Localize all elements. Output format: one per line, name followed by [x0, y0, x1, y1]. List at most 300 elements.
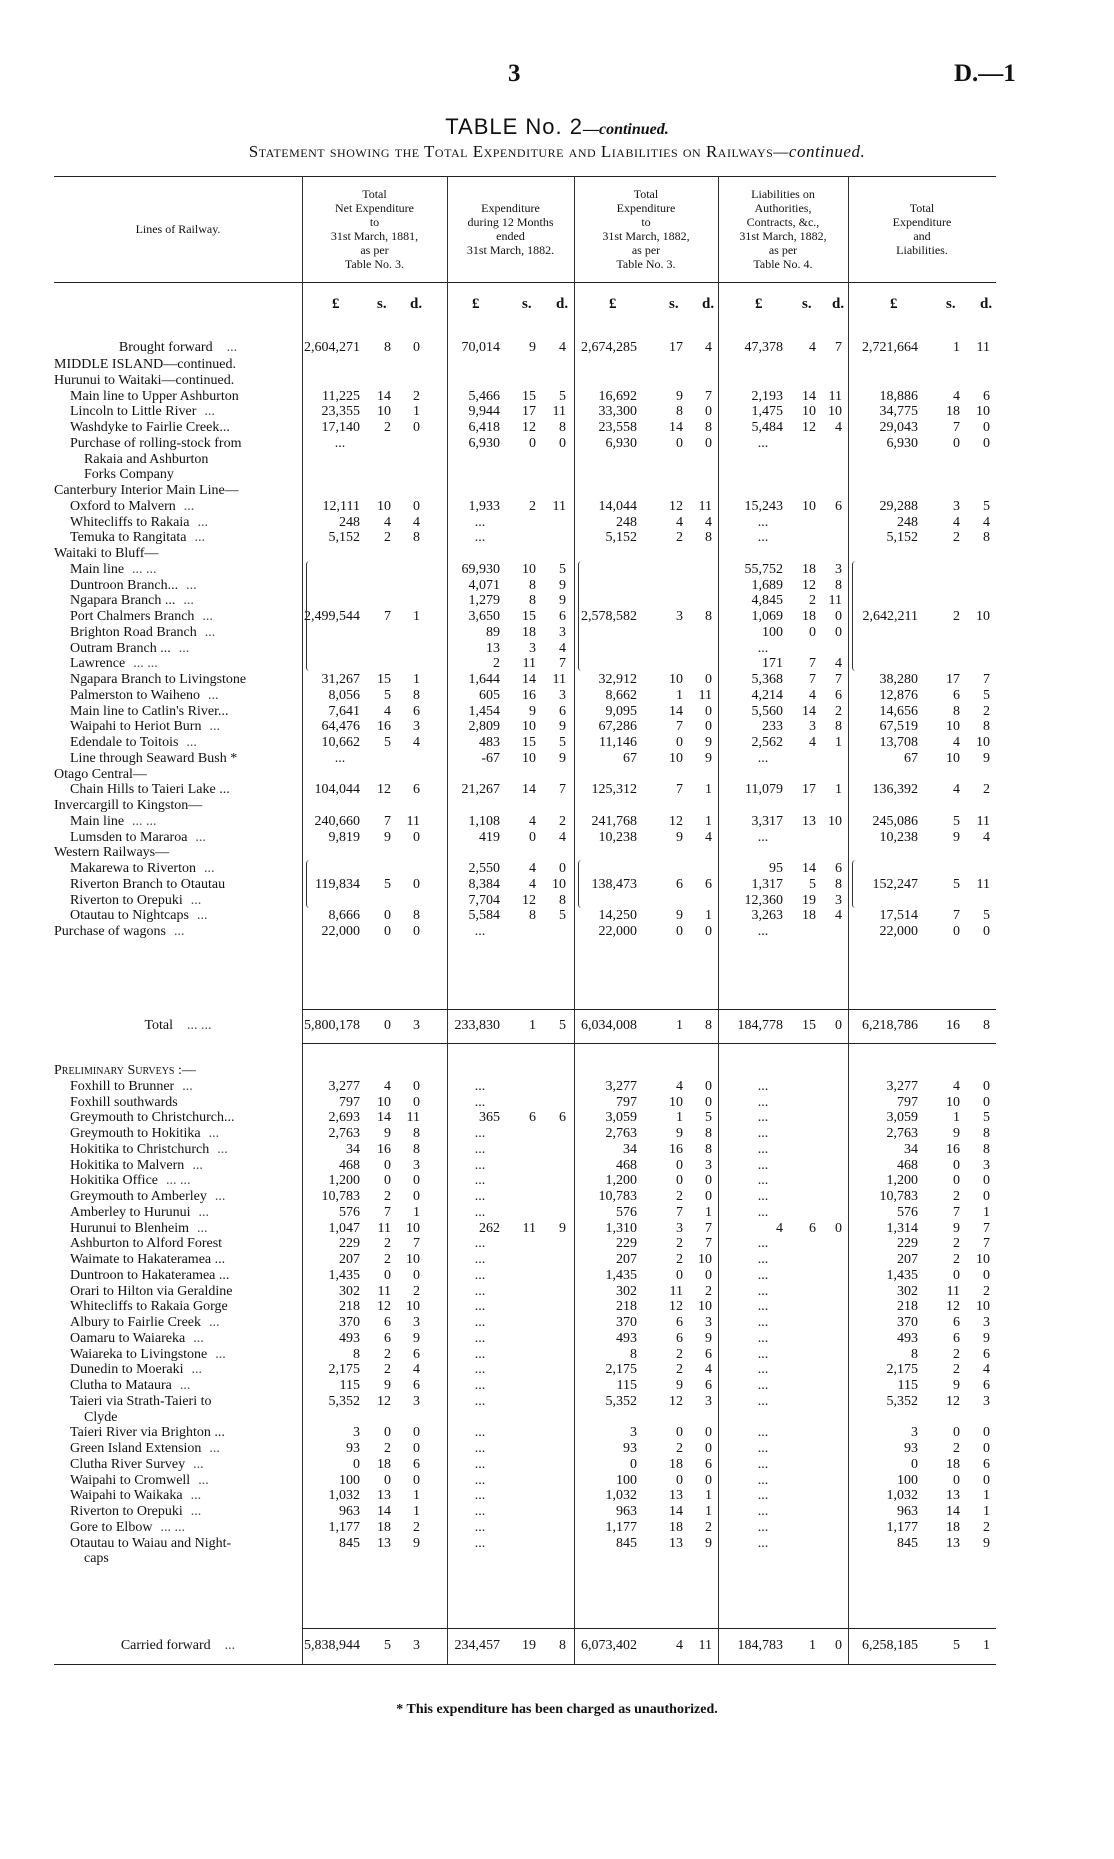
header-col4	[718, 178, 848, 280]
cell-c5-pounds: 6,218,786	[862, 1018, 918, 1033]
cell-c1-pounds: 963	[339, 1504, 360, 1519]
cell-c5-pounds: 1,200	[886, 1173, 918, 1189]
cell-c5-shillings: 14	[946, 1504, 960, 1519]
cell-c4-pounds: ...	[757, 640, 769, 656]
cell-c2-pounds: ...	[474, 1393, 486, 1409]
cell-c2-pounds: ...	[474, 924, 486, 939]
cell-c1-pence: 8	[413, 687, 420, 703]
cell-c3-pence: 8	[705, 1018, 712, 1033]
cell-c1-pence: 1	[413, 672, 420, 687]
cell-c2-shillings: 8	[529, 577, 536, 593]
cell-c2-pounds: 70,014	[461, 340, 500, 355]
cell-c5-pence: 6	[983, 1346, 990, 1362]
row-label-text: Hokitika Office	[70, 1173, 158, 1189]
cell-c2-pounds: 3,650	[468, 609, 500, 624]
cell-c3-shillings: 12	[669, 1299, 683, 1315]
cell-c2-pounds: ...	[474, 1535, 486, 1551]
cell-c1-pounds: 119,834	[315, 876, 360, 892]
total-rule-bottom	[302, 1043, 996, 1044]
header-col3-line: Total	[633, 187, 659, 201]
cell-c5-shillings: 2	[953, 1362, 960, 1378]
cell-c2-shillings: 11	[522, 1220, 536, 1236]
cell-c2-pounds: ...	[474, 1425, 486, 1441]
cell-c4-pence: 0	[835, 609, 842, 624]
row-leader-dots: ...	[179, 1378, 191, 1393]
cell-c5-shillings: 13	[946, 1488, 960, 1504]
table-title-suffix: —continued.	[582, 121, 669, 138]
cell-c2-pence: 9	[559, 593, 566, 609]
cell-c2-pounds: 1,454	[468, 703, 500, 719]
header-lines	[54, 178, 302, 280]
row-label-text: Main line to Upper Ashburton	[70, 388, 239, 404]
cell-c4-pence: 7	[835, 340, 842, 355]
cell-c2-pence: 8	[559, 420, 566, 435]
cell-c4-pounds: ...	[757, 1252, 769, 1267]
cell-c2-shillings: 8	[529, 908, 536, 924]
table-title	[0, 114, 1114, 140]
cell-c3-shillings: 11	[669, 1283, 683, 1299]
cell-c2-pounds: ...	[474, 1252, 486, 1267]
cell-c3-pounds: 67	[623, 750, 637, 766]
row-label-text: Clutha River Survey	[70, 1456, 186, 1472]
row-label-text: Clutha to Mataura	[70, 1378, 172, 1393]
cell-c3-pounds: 14,044	[598, 498, 637, 514]
cell-c2-pounds: -67	[481, 750, 500, 766]
cell-c1-shillings: 2	[384, 1346, 391, 1362]
cell-c4-pence: 8	[835, 876, 842, 892]
cell-c5-pounds: 67	[904, 750, 918, 766]
header-col4-line: as per	[768, 243, 798, 257]
cell-c4-pounds: 2,562	[751, 735, 783, 750]
cell-c2-pence: 9	[559, 750, 566, 766]
cell-c4-pounds: ...	[757, 750, 769, 766]
cell-c3-pounds: 6,034,008	[581, 1018, 637, 1033]
cell-c4-shillings: 17	[802, 782, 816, 798]
cell-c5-shillings: 9	[953, 1126, 960, 1141]
cell-c4-pounds: ...	[757, 1346, 769, 1362]
cell-c1-pence: 3	[413, 1638, 420, 1653]
cell-c5-shillings: 6	[953, 1315, 960, 1330]
cell-c5-shillings: 17	[946, 672, 960, 687]
cell-c1-pence: 1	[413, 404, 420, 420]
cell-c3-pounds: 8,662	[605, 687, 637, 703]
cell-c2-shillings: 15	[522, 609, 536, 624]
cell-c1-shillings: 4	[384, 703, 391, 719]
cell-c1-pence: 4	[413, 514, 420, 530]
cell-c2-pounds: 365	[479, 1110, 500, 1126]
table-row	[0, 1550, 1114, 1568]
row-leader-dots: ...	[194, 530, 205, 546]
cell-c3-pounds: 125,312	[591, 782, 637, 798]
row-label-text: Main line to Catlin's River...	[70, 703, 229, 719]
cell-c1-pence: 0	[413, 420, 420, 435]
cell-c2-pence: 8	[559, 1638, 566, 1653]
cell-c4-pounds: 95	[769, 861, 783, 876]
header-col3-line: as per	[631, 243, 661, 257]
cell-c3-pounds: 9,095	[605, 703, 637, 719]
cell-c3-shillings: 6	[676, 876, 683, 892]
cell-c4-pence: 0	[835, 1220, 842, 1236]
cell-c4-shillings: 19	[802, 892, 816, 908]
cell-c5-pence: 4	[983, 514, 990, 530]
row-leader-dots: ... ...	[132, 813, 157, 829]
row-label-text: Main line	[70, 813, 125, 829]
cell-c2-pounds: 2,809	[468, 719, 500, 735]
cell-c2-shillings: 9	[529, 703, 536, 719]
subtitle-text: Statement showing the Total Expenditure and Liabilities on Railways	[248, 142, 774, 161]
cell-c1-pounds: 11,225	[322, 388, 360, 404]
cell-c3-shillings: 14	[669, 1504, 683, 1519]
cell-c1-pence: 1	[413, 1488, 420, 1504]
row-label-text: Waipahi to Cromwell	[70, 1472, 191, 1488]
cell-c4-pence: 6	[835, 498, 842, 514]
cell-c1-shillings: 16	[377, 1141, 391, 1157]
cell-c1-pounds: 2,604,271	[304, 340, 360, 355]
cell-c2-pounds: 5,466	[468, 388, 500, 404]
cell-c1-pounds: 2,693	[328, 1110, 360, 1126]
cell-c2-pounds: 13	[486, 640, 500, 656]
cell-c5-shillings: 7	[953, 908, 960, 924]
row-label-text: Rakaia and Ashburton	[84, 451, 209, 467]
header-col1-line: Net Expenditure	[335, 201, 414, 215]
cell-c1-shillings: 7	[384, 609, 391, 624]
cell-c2-shillings: 2	[529, 498, 536, 514]
cell-c5-pounds: 3	[911, 1425, 918, 1441]
cell-c3-pounds: 6,073,402	[581, 1638, 637, 1653]
cell-c5-pounds: 1,177	[886, 1519, 918, 1535]
cell-c2-shillings: 0	[529, 435, 536, 451]
cell-c3-shillings: 2	[676, 1346, 683, 1362]
row-label-text: Carried forward	[120, 1638, 211, 1653]
header-col3-line: Table No. 3.	[616, 257, 676, 271]
cell-c2-pounds: ...	[474, 1141, 486, 1157]
cell-c3-shillings: 9	[676, 829, 683, 845]
cell-c4-pence: 10	[828, 813, 842, 829]
cell-c1-pence: 10	[406, 1252, 420, 1267]
cell-c2-pence: 6	[559, 703, 566, 719]
cell-c4-shillings: 15	[802, 1018, 816, 1033]
cell-c2-shillings: 15	[522, 388, 536, 404]
cell-c5-shillings: 6	[953, 1330, 960, 1346]
cell-c3-pence: 0	[705, 672, 712, 687]
cell-c1-pounds: 3,277	[328, 1078, 360, 1094]
row-label-text: Otago Central—	[54, 766, 147, 782]
cell-c3-pounds: 1,200	[605, 1173, 637, 1189]
cell-c5-pence: 1	[983, 1504, 990, 1519]
row-leader-dots: ...	[209, 1315, 220, 1330]
cell-c2-pounds: ...	[474, 1236, 486, 1252]
cell-c1-pence: 1	[413, 609, 420, 624]
row-label-text: Washdyke to Fairlie Creek...	[70, 420, 230, 435]
row-leader-dots: ...	[196, 908, 208, 924]
cell-c1-pence: 3	[413, 1157, 420, 1173]
cell-c2-pounds: 21,267	[461, 782, 500, 798]
cell-c2-shillings: 14	[522, 672, 536, 687]
cell-c4-pounds: ...	[757, 1236, 769, 1252]
cell-c3-pence: 10	[698, 1252, 712, 1267]
cell-c1-pounds: 8	[353, 1346, 360, 1362]
row-leader-dots: ...	[173, 924, 185, 939]
row-label-text: caps	[84, 1551, 109, 1567]
cell-c5-shillings: 7	[953, 420, 960, 435]
unit-pound: £	[890, 296, 898, 312]
cell-c5-pence: 0	[983, 1425, 990, 1441]
cell-c5-pence: 6	[983, 388, 990, 404]
cell-c5-shillings: 3	[953, 498, 960, 514]
header-col3	[574, 178, 718, 280]
row-label-text: Waitaki to Bluff—	[54, 546, 159, 561]
cell-c4-pounds: ...	[757, 1393, 769, 1409]
cell-c3-pounds: 1,177	[605, 1519, 637, 1535]
header-col4-line: Contracts, &c.,	[746, 215, 820, 229]
cell-c2-pence: 5	[559, 561, 566, 577]
cell-c4-pounds: 184,783	[737, 1638, 783, 1653]
cell-c5-shillings: 2	[953, 530, 960, 546]
cell-c3-shillings: 13	[669, 1488, 683, 1504]
row-leader-dots: ...	[226, 340, 238, 355]
cell-c2-pence: 9	[559, 1220, 566, 1236]
cell-c3-pence: 6	[705, 1378, 712, 1393]
cell-c5-pounds: 576	[897, 1204, 918, 1220]
cell-c1-pence: 10	[406, 1220, 420, 1236]
cell-c2-shillings: 17	[522, 404, 536, 420]
cell-c2-pounds: 419	[479, 829, 500, 845]
row-label-text: Outram Branch ...	[70, 640, 171, 656]
cell-c5-pounds: 29,043	[879, 420, 918, 435]
cell-c2-pence: 9	[559, 577, 566, 593]
cell-c5-pence: 5	[983, 687, 990, 703]
cell-c2-pounds: 89	[486, 624, 500, 640]
cell-c3-shillings: 0	[676, 1267, 683, 1283]
cell-c5-shillings: 2	[953, 1346, 960, 1362]
cell-c5-pence: 10	[976, 735, 990, 750]
cell-c5-pounds: 3,059	[886, 1110, 918, 1126]
cell-c3-pence: 1	[705, 1504, 712, 1519]
cell-c3-pence: 9	[705, 750, 712, 766]
cell-c4-shillings: 4	[809, 340, 816, 355]
row-leader-dots: ...	[204, 624, 216, 640]
cell-c3-shillings: 2	[676, 1252, 683, 1267]
cell-c2-pounds: ...	[474, 1472, 486, 1488]
cell-c1-shillings: 0	[384, 1173, 391, 1189]
page-number: 3	[508, 60, 521, 87]
cell-c5-pounds: 5,152	[886, 530, 918, 546]
cell-c2-pounds: 233,830	[454, 1018, 500, 1033]
cell-c2-pence: 5	[559, 735, 566, 750]
row-label-text: Lumsden to Mararoa	[70, 829, 188, 845]
cell-c3-pence: 1	[705, 1204, 712, 1220]
cell-c1-pounds: 12,111	[322, 498, 360, 514]
cell-c5-pounds: 493	[897, 1330, 918, 1346]
cell-c1-pounds: 468	[339, 1157, 360, 1173]
cell-c2-pence: 6	[559, 1110, 566, 1126]
cell-c1-pounds: 797	[339, 1094, 360, 1110]
row-label-text: Dunedin to Moeraki	[70, 1362, 184, 1378]
cell-c4-pounds: ...	[757, 1425, 769, 1441]
cell-c4-pounds: ...	[757, 1330, 769, 1346]
cell-c5-pounds: 468	[897, 1157, 918, 1173]
cell-c2-pence: 11	[552, 404, 566, 420]
cell-c3-pence: 11	[698, 687, 712, 703]
cell-c5-pounds: 13,708	[879, 735, 918, 750]
cell-c4-pounds: ...	[757, 1362, 769, 1378]
cell-c5-pounds: 845	[897, 1535, 918, 1551]
cell-c3-shillings: 9	[676, 908, 683, 924]
cell-c1-shillings: 14	[377, 388, 391, 404]
cell-c5-pounds: 302	[897, 1283, 918, 1299]
cell-c3-pounds: 2,175	[605, 1362, 637, 1378]
unit-d: d.	[410, 296, 423, 312]
cell-c5-pounds: 2,175	[886, 1362, 918, 1378]
row-label-text: Lincoln to Little River	[70, 404, 197, 420]
cell-c1-pounds: 10,662	[321, 735, 360, 750]
cell-c3-pence: 4	[705, 340, 712, 355]
cell-c3-pence: 8	[705, 609, 712, 624]
cell-c3-shillings: 12	[669, 498, 683, 514]
cell-c4-pence: 3	[835, 561, 842, 577]
cell-c2-shillings: 10	[522, 719, 536, 735]
cell-c1-pounds: 845	[339, 1535, 360, 1551]
cell-c5-pounds: 2,721,664	[862, 340, 918, 355]
cell-c1-shillings: 9	[384, 1378, 391, 1393]
row-label-text: Palmerston to Waiheno	[70, 687, 201, 703]
cell-c1-shillings: 10	[377, 1094, 391, 1110]
cell-c5-shillings: 10	[946, 1094, 960, 1110]
row-leader-dots: ...	[193, 1330, 204, 1346]
cell-c2-pounds: 5,584	[468, 908, 500, 924]
cell-c5-pence: 9	[983, 750, 990, 766]
cell-c1-pounds: 104,044	[314, 782, 360, 798]
row-label-text: Gore to Elbow	[70, 1519, 153, 1535]
cell-c1-pounds: 5,800,178	[304, 1018, 360, 1033]
cell-c5-pence: 0	[983, 1267, 990, 1283]
page-reference: D.—1	[954, 60, 1016, 87]
cell-c5-shillings: 9	[953, 1378, 960, 1393]
footnote: * This expenditure has been charged as unauthorized.	[396, 1702, 718, 1717]
cell-c5-shillings: 4	[953, 388, 960, 404]
cell-c2-pounds: 483	[479, 735, 500, 750]
cell-c3-shillings: 0	[676, 1157, 683, 1173]
cell-c5-pence: 3	[983, 1157, 990, 1173]
cell-c1-pence: 2	[413, 1283, 420, 1299]
cell-c3-shillings: 4	[676, 514, 683, 530]
cell-c1-pounds: 240,660	[314, 813, 360, 829]
cell-c1-pence: 6	[413, 1456, 420, 1472]
cell-c5-pounds: 67,519	[879, 719, 918, 735]
cell-c3-pence: 7	[705, 1236, 712, 1252]
header-col2-line: 31st March, 1882.	[466, 243, 555, 257]
cell-c5-pounds: 22,000	[879, 924, 918, 939]
cell-c1-shillings: 5	[384, 735, 391, 750]
cell-c4-pounds: 5,484	[751, 420, 783, 435]
cell-c1-pounds: 115	[339, 1378, 360, 1393]
cell-c5-shillings: 0	[953, 1157, 960, 1173]
cell-c5-pence: 1	[983, 1638, 990, 1653]
cell-c3-pence: 11	[698, 498, 712, 514]
row-label	[54, 1017, 302, 1035]
row-label-text: Lawrence	[70, 656, 126, 672]
cell-c5-shillings: 5	[953, 1638, 960, 1653]
cell-c2-shillings: 14	[522, 782, 536, 798]
cell-c3-pence: 2	[705, 1519, 712, 1535]
cell-c1-pence: 9	[413, 1330, 420, 1346]
row-leader-dots: ...	[198, 1204, 210, 1220]
cell-c4-pounds: ...	[757, 1472, 769, 1488]
cell-c3-shillings: 2	[676, 1189, 683, 1204]
cell-c3-pence: 0	[705, 435, 712, 451]
cell-c4-pounds: 12,360	[744, 892, 783, 908]
cell-c4-pence: 6	[835, 687, 842, 703]
cell-c5-pence: 2	[983, 703, 990, 719]
cell-c5-pence: 2	[983, 1519, 990, 1535]
cell-c2-pounds: ...	[474, 530, 486, 546]
row-label-text: Clyde	[84, 1409, 118, 1425]
cell-c4-pounds: 4	[776, 1220, 783, 1236]
cell-c4-pounds: ...	[757, 1267, 769, 1283]
cell-c3-pounds: 370	[616, 1315, 637, 1330]
cell-c2-pounds: ...	[474, 1299, 486, 1315]
row-label-text: Forks Company	[84, 467, 174, 483]
row-label-text: Hokitika to Christchurch	[70, 1141, 210, 1157]
cell-c5-shillings: 18	[946, 1456, 960, 1472]
cell-c3-pence: 4	[705, 514, 712, 530]
header-col5-line: Liabilities.	[896, 243, 948, 257]
cell-c4-shillings: 12	[802, 577, 816, 593]
unit-s: s.	[802, 296, 812, 312]
group-brace-western-right	[852, 860, 859, 908]
row-leader-dots: ...	[192, 1157, 203, 1173]
cell-c3-pounds: 100	[616, 1472, 637, 1488]
cell-c3-shillings: 2	[676, 1236, 683, 1252]
row-leader-dots: ...	[203, 861, 215, 876]
cell-c2-shillings: 12	[522, 892, 536, 908]
cell-c2-pence: 4	[559, 340, 566, 355]
cell-c2-pounds: ...	[474, 1441, 486, 1456]
cell-c1-pounds: 1,032	[328, 1488, 360, 1504]
top-rule	[54, 176, 996, 177]
group-brace-western-left	[306, 860, 313, 908]
cell-c5-shillings: 9	[953, 829, 960, 845]
cell-c4-pounds: ...	[757, 1094, 769, 1110]
cell-c1-shillings: 2	[384, 1441, 391, 1456]
cell-c3-pence: 0	[705, 719, 712, 735]
cell-c3-pence: 6	[705, 1456, 712, 1472]
cell-c3-shillings: 9	[676, 1378, 683, 1393]
cell-c1-pounds: ...	[334, 435, 346, 451]
cell-c1-pence: 8	[413, 1141, 420, 1157]
cell-c3-pounds: 93	[623, 1441, 637, 1456]
cell-c5-shillings: 11	[946, 1283, 960, 1299]
cell-c5-pence: 0	[983, 1189, 990, 1204]
cell-c1-pence: 0	[413, 876, 420, 892]
cell-c2-pounds: ...	[474, 1456, 486, 1472]
cell-c3-pence: 8	[705, 1141, 712, 1157]
cell-c2-shillings: 15	[522, 735, 536, 750]
cell-c1-shillings: 0	[384, 1425, 391, 1441]
cell-c5-pounds: 10,783	[879, 1189, 918, 1204]
cell-c5-pence: 9	[983, 1535, 990, 1551]
unit-s: s.	[522, 296, 532, 312]
header-col2-line: Expenditure	[481, 201, 540, 215]
cell-c4-pounds: ...	[757, 1141, 769, 1157]
row-label-text: Orari to Hilton via Geraldine	[70, 1283, 233, 1299]
header-col4-line: 31st March, 1882,	[739, 229, 827, 243]
cell-c4-shillings: 4	[809, 687, 816, 703]
cell-c1-pounds: 1,200	[328, 1173, 360, 1189]
cell-c3-pounds: 16,692	[598, 388, 637, 404]
cell-c5-pence: 8	[983, 719, 990, 735]
cell-c5-shillings: 0	[953, 1425, 960, 1441]
